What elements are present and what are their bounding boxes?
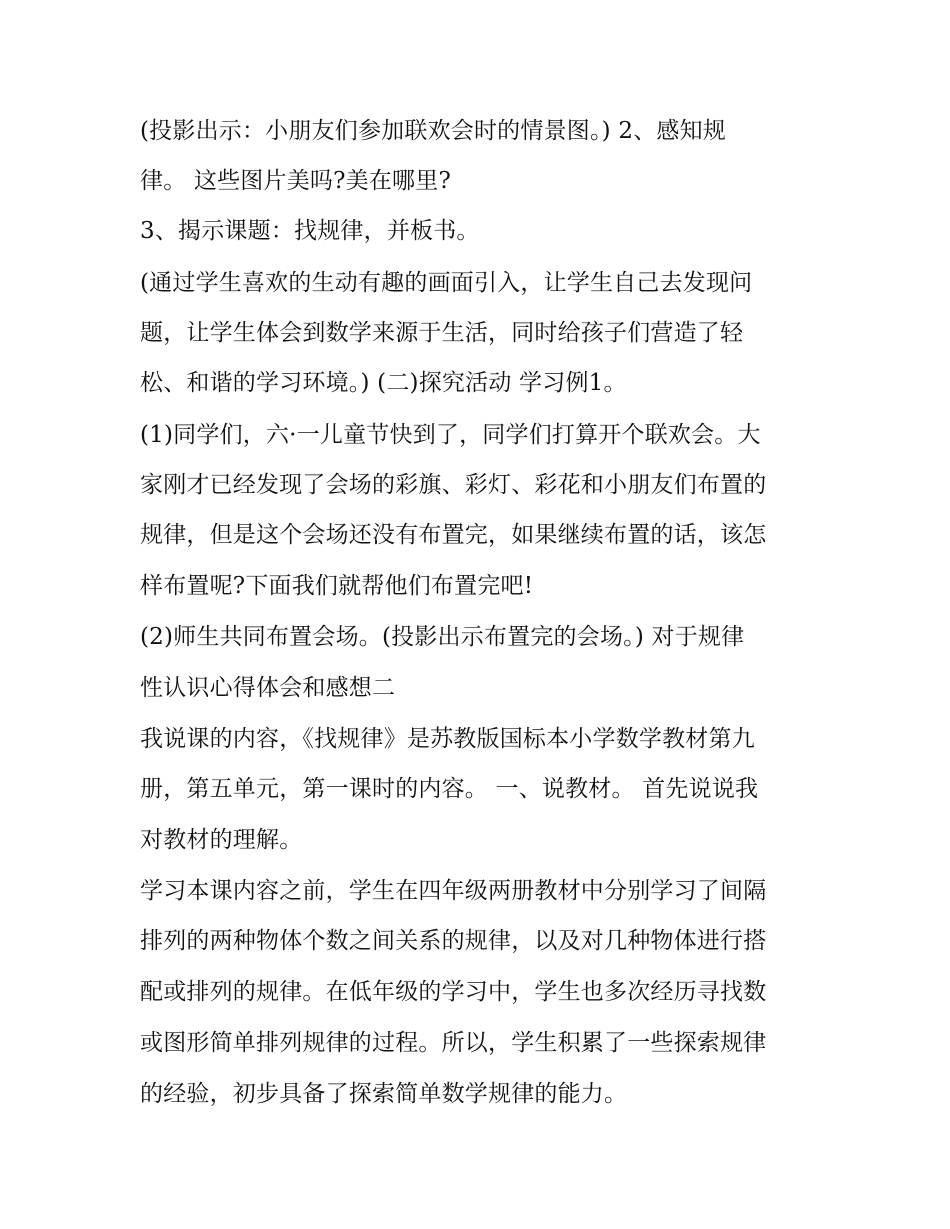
text-line: 我说课的内容，《找规律》是苏教版国标本小学数学教材第九 (140, 726, 755, 752)
text-line: 的经验，初步具备了探索简单数学规律的能力。 (140, 1081, 628, 1107)
text-line: 松、和谐的学习环境。) (二)探究活动 学习例1。 (140, 370, 627, 396)
text-line: 规律，但是这个会场还没有布置完，如果继续布置的话，该怎 (140, 522, 767, 548)
text-line: 样布置呢?下面我们就帮他们布置完吧! (140, 573, 534, 599)
text-line: 册，第五单元，第一课时的内容。 一、说教材。 首先说说我 (140, 776, 759, 802)
text-line: (2)师生共同布置会场。(投影出示布置完的会场。) 对于规律 (140, 624, 745, 650)
text-line: (通过学生喜欢的生动有趣的画面引入，让学生自己去发现问 (140, 270, 753, 296)
text-line: 或图形简单排列规律的过程。所以，学生积累了一些探索规律 (140, 1030, 767, 1056)
text-line: 配或排列的规律。在低年级的学习中，学生也多次经历寻找数 (140, 979, 767, 1005)
text-line: (1)同学们，六·一儿童节快到了，同学们打算开个联欢会。大 (140, 422, 761, 448)
text-line: 排列的两种物体个数之间关系的规律，以及对几种物体进行搭 (140, 928, 767, 954)
text-line: 3、揭示课题：找规律，并板书。 (140, 218, 480, 244)
text-line: 学习本课内容之前，学生在四年级两册教材中分别学习了间隔 (140, 878, 767, 904)
text-line: (投影出示：小朋友们参加联欢会时的情景图。) 2、感知规 (140, 118, 726, 144)
text-line: 题，让学生体会到数学来源于生活，同时给孩子们营造了轻 (140, 320, 744, 346)
text-line: 性认识心得体会和感想二 (140, 675, 396, 701)
text-line: 家刚才已经发现了会场的彩旗、彩灯、彩花和小朋友们布置的 (140, 472, 767, 498)
text-line: 对教材的理解。 (140, 827, 303, 853)
text-line: 律。 这些图片美吗?美在哪里? (140, 168, 451, 194)
